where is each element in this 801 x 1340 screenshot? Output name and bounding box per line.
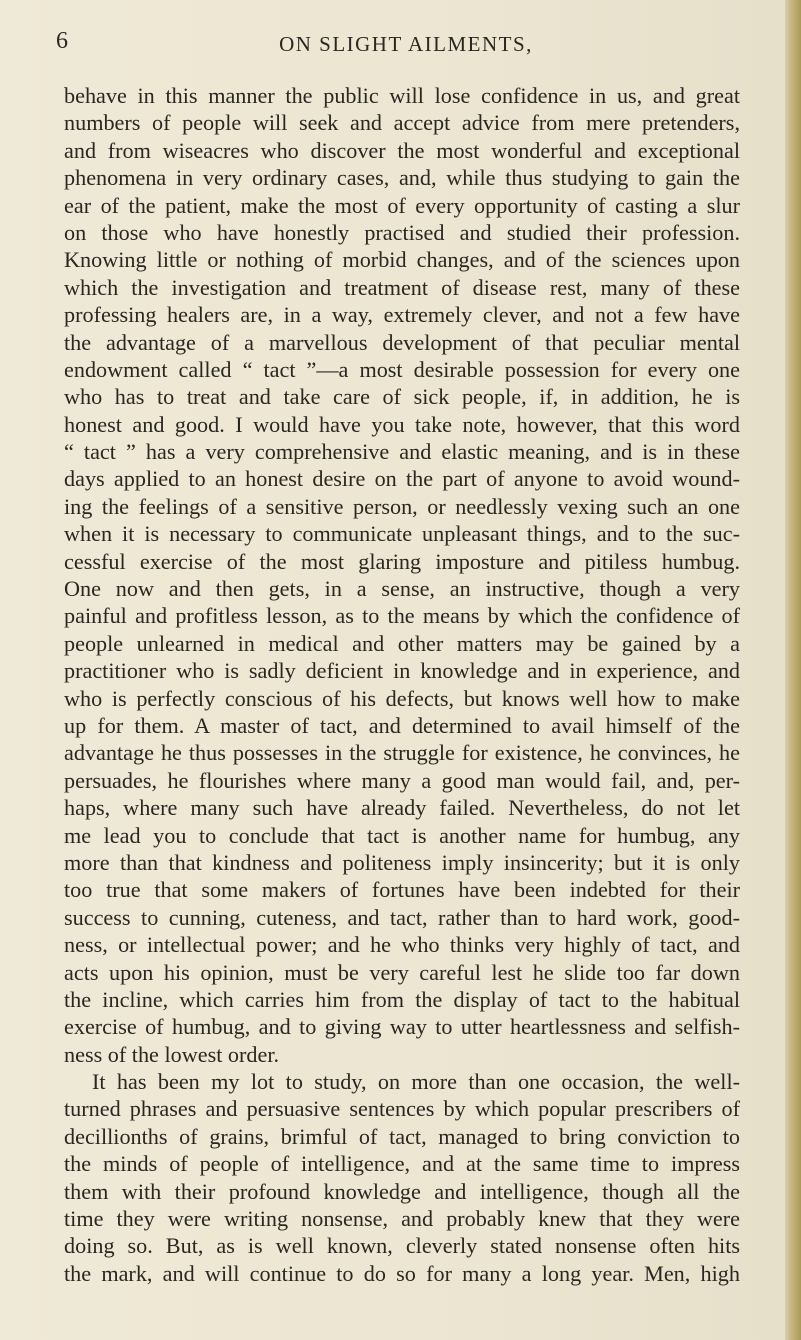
text-line: on those who have honestly practised and studied their profession.	[64, 219, 740, 245]
running-head	[56, 30, 756, 66]
text-line: exercise of humbug, and to giving way to utter heartlessness and selfish-	[64, 1014, 740, 1040]
text-line: and from wiseacres who discover the most wonderful and exceptional	[64, 137, 740, 163]
text-line: the advantage of a marvellous development of that peculiar mental	[64, 329, 740, 355]
text-line: behave in this manner the public will lose confidence in us, and great	[64, 83, 740, 108]
text-line: the mark, and will continue to do so for many a long year. Men, high	[64, 1260, 740, 1286]
text-line: advantage he thus possesses in the struggle for existence, he convinces, he	[64, 740, 740, 766]
text-line: when it is necessary to communicate unpleasant things, and to the suc-	[64, 521, 740, 547]
text-line: ear of the patient, make the most of every opportunity of casting a slur	[64, 192, 740, 218]
body-text	[64, 82, 740, 1287]
text-line: One now and then gets, in a sense, an instructive, though a very	[64, 576, 740, 602]
text-line: cessful exercise of the most glaring imposture and pitiless humbug.	[64, 548, 740, 574]
text-line: endowment called “ tact ”—a most desirable possession for every one	[64, 356, 740, 382]
text-line: numbers of people will seek and accept advice from mere pretenders,	[64, 110, 740, 136]
text-line: the incline, which carries him from the display of tact to the habitual	[64, 986, 740, 1012]
running-title: ON SLIGHT AILMENTS,	[279, 32, 533, 56]
text-line: more than that kindness and politeness imply insincerity; but it is only	[64, 849, 740, 875]
text-line: phenomena in very ordinary cases, and, while thus studying to gain the	[64, 165, 740, 191]
text-line: success to cunning, cuteness, and tact, rather than to hard work, good-	[64, 904, 740, 930]
text-line: up for them. A master of tact, and determined to avail himself of the	[64, 712, 740, 738]
page-edge	[785, 0, 801, 1340]
text-line: haps, where many such have already failed. Nevertheless, do not let	[64, 795, 740, 821]
text-line: time they were writing nonsense, and probably knew that they were	[64, 1206, 740, 1232]
text-line: Knowing little or nothing of morbid changes, and of the sciences upon	[64, 247, 740, 273]
text-line: doing so. But, as is well known, cleverly stated nonsense often hits	[64, 1233, 740, 1259]
text-line: professing healers are, in a way, extremely clever, and not a few have	[64, 302, 740, 328]
page-number: 6	[56, 28, 68, 54]
text-line: which the investigation and treatment of disease rest, many of these	[64, 274, 740, 300]
text-line: who is perfectly conscious of his defects, but knows well how to make	[64, 685, 740, 711]
text-line: decillionths of grains, brimful of tact, managed to bring conviction to	[64, 1123, 740, 1149]
text-line: “ tact ” has a very comprehensive and elastic meaning, and is in these	[64, 439, 740, 465]
text-line: the minds of people of intelligence, and at the same time to impress	[64, 1151, 740, 1177]
text-line: too true that some makers of fortunes have been indebted for their	[64, 877, 740, 903]
text-line: ness, or intellectual power; and he who thinks very highly of tact, and	[64, 932, 740, 958]
text-line: people unlearned in medical and other matters may be gained by a	[64, 630, 740, 656]
text-line: acts upon his opinion, must be very careful lest he slide too far down	[64, 959, 740, 985]
paragraph-start-line: It has been my lot to study, on more than one occasion, the well-	[92, 1069, 740, 1095]
text-line: painful and profitless lesson, as to the means by which the confidence of	[64, 603, 740, 629]
text-line: honest and good. I would have you take note, however, that this word	[64, 411, 740, 437]
text-line: persuades, he flourishes where many a good man would fail, and, per-	[64, 767, 740, 793]
paragraph-end-line: ness of the lowest order.	[64, 1041, 280, 1067]
text-line: days applied to an honest desire on the part of anyone to avoid wound-	[64, 466, 740, 492]
text-line: practitioner who is sadly deficient in knowledge and in experience, and	[64, 658, 740, 684]
text-line: me lead you to conclude that tact is another name for humbug, any	[64, 822, 740, 848]
text-line: who has to treat and take care of sick people, if, in addition, he is	[64, 384, 740, 410]
text-line: ing the feelings of a sensitive person, or needlessly vexing such an one	[64, 493, 740, 519]
text-line: turned phrases and persuasive sentences by which popular prescribers of	[64, 1096, 740, 1122]
text-line: them with their profound knowledge and intelligence, though all the	[64, 1178, 740, 1204]
